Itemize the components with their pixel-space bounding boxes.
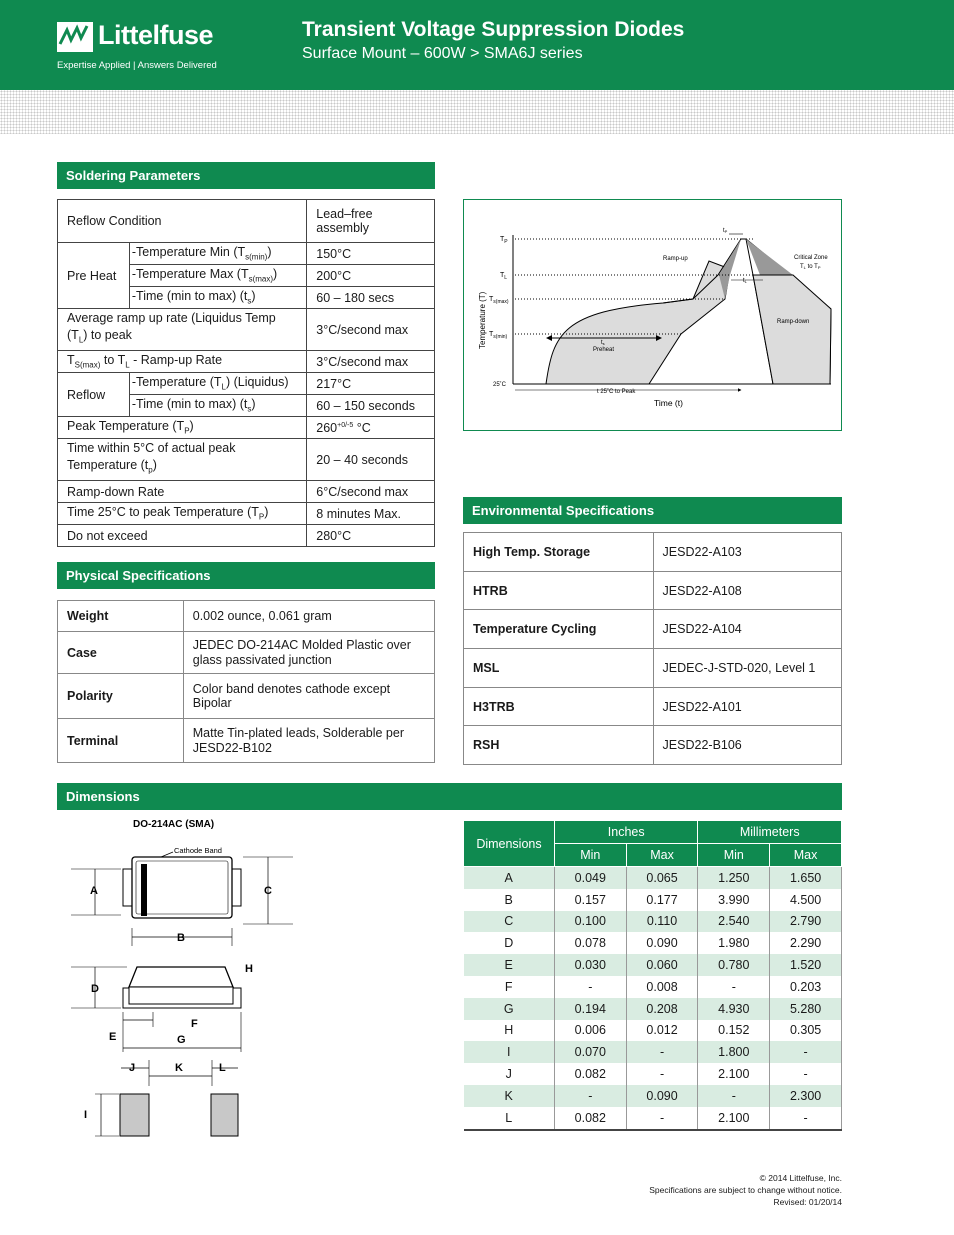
dotted-band (0, 90, 954, 134)
critical-zone-range: TL to TP (800, 264, 821, 270)
dimension-value: 0.082 (554, 1063, 626, 1085)
tsmin-label: $T_{s(min)}$ (489, 331, 508, 340)
dim-l-label: L (219, 1062, 226, 1074)
cathode-band-label: Cathode Band (174, 846, 222, 855)
tl-time-label: tL (743, 278, 747, 284)
dimension-row (464, 1107, 842, 1130)
dim-j-label: J (129, 1062, 136, 1074)
dimension-value: - (554, 1085, 626, 1107)
dimension-value: 0.049 (554, 867, 626, 889)
dimension-value: 2.100 (698, 1107, 770, 1130)
dim-d-label: D (91, 983, 99, 995)
environmental-section-title: Environmental Specifications (463, 497, 842, 524)
dimension-letter: L (464, 1107, 555, 1130)
dimension-value: 1.250 (698, 867, 770, 889)
reflow-condition-label: Reflow Condition (58, 200, 307, 243)
peak-temp-value: $260^{+0/-5}$ °C (307, 417, 435, 439)
dimension-value: 0.203 (770, 976, 842, 998)
dimension-value: 0.030 (554, 954, 626, 976)
page-title: Transient Voltage Suppression Diodes (302, 18, 685, 41)
dim-c-label: C (264, 885, 272, 897)
dimension-letter: D (464, 932, 555, 954)
env-row-value: JEDEC-J-STD-020, Level 1 (653, 649, 841, 688)
brand-tagline: Expertise Applied | Answers Delivered (57, 60, 217, 71)
dimension-value: 0.152 (698, 1020, 770, 1042)
env-row-label: H3TRB (464, 687, 654, 726)
critical-zone-label: Critical Zone (794, 255, 828, 261)
soldering-section-title: Soldering Parameters (57, 162, 435, 189)
dimension-value: 3.990 (698, 889, 770, 911)
dimension-value: 0.100 (554, 911, 626, 933)
dimension-value: - (770, 1041, 842, 1063)
time-within-peak-value: 20 – 40 seconds (307, 439, 435, 481)
env-row-value: JESD22-A101 (653, 687, 841, 726)
dimension-row (464, 1020, 842, 1042)
weight-value: 0.002 ounce, 0.061 gram (183, 601, 434, 632)
dim-g-label: G (177, 1034, 186, 1046)
dimension-letter: A (464, 867, 555, 889)
dimension-row (464, 1063, 842, 1085)
reflow-label: Reflow (58, 373, 130, 417)
dimension-letter: C (464, 911, 555, 933)
reflow-time-value: 60 – 150 seconds (307, 395, 435, 417)
ts-rampup-label: $T_{S(max)}$ to $T_L$ - Ramp-up Rate (58, 351, 307, 373)
temp-max-value: 200°C (307, 265, 435, 287)
dimension-value: 0.208 (626, 998, 698, 1020)
dimension-letter: F (464, 976, 555, 998)
lead-free-value: Lead–free assembly (307, 200, 435, 243)
page-footer (649, 1172, 842, 1208)
dim-k-label: K (175, 1062, 183, 1074)
env-row-label: MSL (464, 649, 654, 688)
env-row-value: JESD22-A108 (653, 571, 841, 610)
terminal-label: Terminal (58, 719, 184, 763)
package-drawing (57, 812, 307, 1147)
env-row-value: JESD22-A104 (653, 610, 841, 649)
env-row-label: High Temp. Storage (464, 533, 654, 572)
temp-max-label: -Temperature Max $(T_{s(max)})$ (129, 265, 306, 287)
dimension-value: 5.280 (770, 998, 842, 1020)
dim-col-header: Dimensions (464, 821, 555, 867)
soldering-table (57, 199, 435, 547)
page-header (0, 0, 954, 90)
dim-h-label: H (245, 963, 253, 975)
brand-name: Littelfuse (98, 20, 214, 50)
dimension-value: 4.500 (770, 889, 842, 911)
dimension-value: 0.012 (626, 1020, 698, 1042)
revised-date: Revised: 01/20/14 (773, 1197, 842, 1207)
dimension-row (464, 911, 842, 933)
dimension-value: - (698, 976, 770, 998)
dimension-value: 1.980 (698, 932, 770, 954)
dimensions-table (463, 820, 842, 1131)
dimension-value: 2.290 (770, 932, 842, 954)
notice: Specifications are subject to change without notice. (649, 1185, 842, 1195)
dimension-value: 0.006 (554, 1020, 626, 1042)
ramp-up-label: Ramp-up (663, 256, 688, 262)
ts-rampup-value: 3°C/second max (307, 351, 435, 373)
rampdown-label: Ramp-down Rate (58, 481, 307, 503)
time-within-peak-label: Time within 5°C of actual peak Temperature $(t_p)$ (58, 439, 307, 481)
terminal-value: Matte Tin-plated leads, Solderable per JESD22-B102 (183, 719, 434, 763)
tp-time-label: tP (723, 228, 728, 234)
dimension-value: 2.540 (698, 911, 770, 933)
pad-right (211, 1094, 238, 1136)
peak-temp-label: Peak Temperature $(T_P)$ (58, 417, 307, 439)
pre-heat-label: Pre Heat (58, 243, 130, 309)
do-not-exceed-label: Do not exceed (58, 525, 307, 547)
physical-table (57, 600, 435, 763)
environmental-table (463, 532, 842, 765)
dimension-letter: B (464, 889, 555, 911)
pad-left (120, 1094, 149, 1136)
dimension-value: 4.930 (698, 998, 770, 1020)
dimension-value: 1.650 (770, 867, 842, 889)
dimension-value: 0.157 (554, 889, 626, 911)
polarity-value: Color band denotes cathode except Bipolar (183, 674, 434, 719)
dim-i-label: I (84, 1109, 88, 1121)
avg-ramp-value: 3°C/second max (307, 309, 435, 351)
dimension-value: 0.065 (626, 867, 698, 889)
dim-b-label: B (177, 932, 185, 944)
side-view-body (129, 967, 233, 987)
dimension-value: 0.070 (554, 1041, 626, 1063)
env-row-label: HTRB (464, 571, 654, 610)
dimensions-table-body (464, 867, 842, 1130)
package-name: DO-214AC (SMA) (133, 819, 215, 830)
dimension-value: 2.300 (770, 1085, 842, 1107)
dimension-letter: K (464, 1085, 555, 1107)
ts-time-label: ts (601, 340, 605, 346)
do-not-exceed-value: 280°C (307, 525, 435, 547)
weight-label: Weight (58, 601, 184, 632)
env-row-label: Temperature Cycling (464, 610, 654, 649)
liquidus-temp-value: 217°C (307, 373, 435, 395)
polarity-label: Polarity (58, 674, 184, 719)
dimension-value: 2.100 (698, 1063, 770, 1085)
dim-e-label: E (109, 1031, 117, 1043)
preheat-time-label: -Time (min to max) $(t_s)$ (129, 287, 306, 309)
t25-label: 25˚C (493, 382, 507, 388)
dimension-row (464, 889, 842, 911)
dimension-value: - (770, 1063, 842, 1085)
dimension-row (464, 1041, 842, 1063)
dimension-value: 2.790 (770, 911, 842, 933)
dimension-value: 0.305 (770, 1020, 842, 1042)
dimension-value: - (698, 1085, 770, 1107)
inches-header: Inches (554, 821, 698, 844)
dimension-letter: I (464, 1041, 555, 1063)
temp-min-value: 150°C (307, 243, 435, 265)
dimension-value: 0.110 (626, 911, 698, 933)
case-label: Case (58, 632, 184, 674)
preheat-label: Preheat (593, 347, 615, 353)
tp-label: $T_P$ (500, 236, 508, 245)
to-peak-label: t 25˚C to Peak (597, 389, 636, 395)
temp-min-label: -Temperature Min $(T_{s(min)})$ (129, 243, 306, 265)
dimension-letter: G (464, 998, 555, 1020)
mm-header: Millimeters (698, 821, 842, 844)
dimension-value: 0.090 (626, 1085, 698, 1107)
dimension-row (464, 998, 842, 1020)
tl-label: $T_L$ (500, 272, 508, 281)
dimension-row (464, 976, 842, 998)
dimension-value: 1.800 (698, 1041, 770, 1063)
dim-f-label: F (191, 1018, 198, 1030)
inches-min-header: Min (554, 844, 626, 867)
side-view-base (129, 987, 233, 1004)
avg-ramp-label: Average ramp up rate (Liquidus Temp $(T_L)$ to peak (58, 309, 307, 351)
mm-min-header: Min (698, 844, 770, 867)
inches-max-header: Max (626, 844, 698, 867)
dimension-row (464, 867, 842, 889)
dimension-value: - (626, 1063, 698, 1085)
copyright: © 2014 Littelfuse, Inc. (759, 1173, 842, 1183)
dimensions-section-title: Dimensions (57, 783, 842, 810)
dimension-letter: E (464, 954, 555, 976)
time-to-peak-value: 8 minutes Max. (307, 503, 435, 525)
cathode-band (141, 864, 147, 916)
dimension-value: 0.078 (554, 932, 626, 954)
dimension-row (464, 954, 842, 976)
reflow-profile-chart (463, 199, 842, 431)
dimension-value: 0.008 (626, 976, 698, 998)
liquidus-temp-label: -Temperature $(T_L)$ (Liquidus) (129, 373, 306, 395)
dimension-row (464, 1085, 842, 1107)
preheat-time-value: 60 – 180 secs (307, 287, 435, 309)
physical-section-title: Physical Specifications (57, 562, 435, 589)
time-to-peak-label: Time 25°C to peak Temperature $(T_P)$ (58, 503, 307, 525)
dimension-value: - (626, 1107, 698, 1130)
ramp-down-label: Ramp-down (777, 319, 810, 325)
reflow-time-label: -Time (min to max) $(t_s)$ (129, 395, 306, 417)
chart-y-label: Temperature (T) (478, 291, 487, 349)
chart-x-label: Time (t) (654, 398, 683, 408)
env-row-value: JESD22-B106 (653, 726, 841, 765)
dimension-value: 0.082 (554, 1107, 626, 1130)
env-row-label: RSH (464, 726, 654, 765)
dimension-value: 0.090 (626, 932, 698, 954)
dimension-value: - (626, 1041, 698, 1063)
dimension-value: - (770, 1107, 842, 1130)
dimension-value: 0.780 (698, 954, 770, 976)
mm-max-header: Max (770, 844, 842, 867)
dimension-letter: H (464, 1020, 555, 1042)
dim-a-label: A (90, 885, 98, 897)
dimension-value: 0.194 (554, 998, 626, 1020)
dimension-value: 0.060 (626, 954, 698, 976)
page-subtitle: Surface Mount – 600W > SMA6J series (302, 45, 583, 62)
dimension-letter: J (464, 1063, 555, 1085)
env-row-value: JESD22-A103 (653, 533, 841, 572)
littelfuse-logo-icon (57, 22, 93, 52)
case-value: JEDEC DO-214AC Molded Plastic over glass passivated junction (183, 632, 434, 674)
dimension-row (464, 932, 842, 954)
dimension-value: 1.520 (770, 954, 842, 976)
dimension-value: - (554, 976, 626, 998)
tsmax-label: $T_{s(max)}$ (489, 296, 509, 305)
rampdown-value: 6°C/second max (307, 481, 435, 503)
dimension-value: 0.177 (626, 889, 698, 911)
